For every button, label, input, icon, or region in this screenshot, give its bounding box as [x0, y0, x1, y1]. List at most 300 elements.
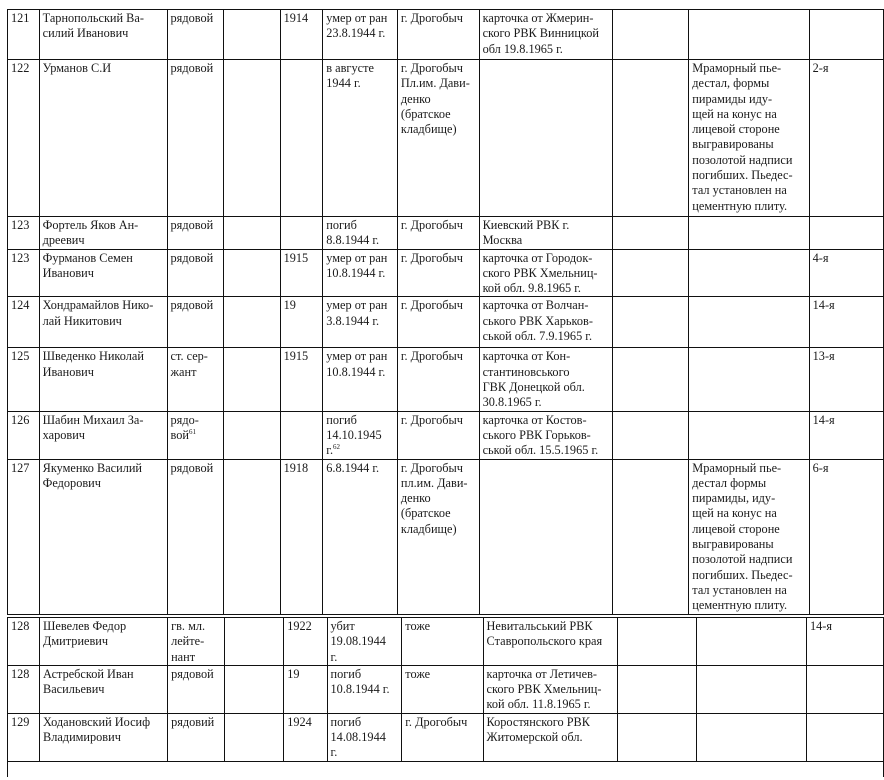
cell-text: (братское — [400, 506, 451, 521]
cell-text: карточка от Кон- — [482, 349, 571, 364]
cell-text: рядовой — [171, 666, 214, 681]
cell-text: ского РВК Винницкой — [482, 26, 599, 41]
full-name-cell — [39, 217, 167, 250]
cell-text: карточка от Жмерин- — [482, 11, 594, 25]
cell-text: 30.8.1965 г. — [482, 395, 542, 410]
table-row — [8, 297, 884, 348]
cell-line — [401, 251, 477, 266]
cell-line — [331, 619, 400, 634]
empty-cell-cell — [613, 297, 689, 348]
cell-line — [326, 76, 395, 91]
cell-line — [43, 428, 165, 443]
cell-line — [43, 461, 165, 476]
cell-text: ГВК Донецкой обл. — [482, 380, 585, 395]
cell-text: Якуменко Василий — [42, 460, 143, 475]
cell-text: лай Никитович — [42, 313, 122, 328]
cell-line — [326, 349, 395, 364]
cell-line — [487, 682, 615, 697]
cell-text: г. Дрогобыч — [400, 349, 463, 364]
cell-line — [401, 107, 477, 122]
burial-records-table-continued — [7, 617, 884, 777]
cell-line — [326, 461, 395, 476]
death-info-cell — [327, 618, 402, 666]
table-row — [8, 10, 884, 60]
grave-number-cell — [806, 713, 883, 761]
burial-place-cell — [397, 348, 479, 411]
cell-line — [487, 730, 615, 745]
cell-line — [326, 251, 395, 266]
cell-line — [692, 537, 806, 552]
cell-text: тал установлен на — [692, 183, 787, 198]
military-rank-cell — [167, 217, 224, 250]
cell-text: харович — [42, 427, 85, 442]
cell-line — [483, 380, 611, 395]
cell-line — [692, 107, 806, 122]
cell-text: кладбище) — [400, 122, 457, 137]
monument-description-cell — [697, 665, 807, 713]
death-info-cell — [327, 713, 402, 761]
burial-place-cell — [397, 60, 479, 217]
table-row — [8, 249, 884, 297]
table-row — [8, 348, 884, 411]
cell-text: нант — [171, 649, 196, 664]
monument-description-cell — [697, 618, 807, 666]
cell-text: погиб — [330, 666, 362, 681]
record-number-cell: 127 — [8, 459, 40, 614]
cell-line — [171, 428, 222, 443]
cell-line — [326, 443, 395, 458]
military-rank-cell — [167, 411, 224, 459]
cell-text: Москва — [482, 233, 523, 248]
empty-cell-cell — [224, 217, 281, 250]
cell-text: убит — [330, 619, 355, 633]
burial-place-cell — [397, 411, 479, 459]
cell-line — [171, 349, 222, 364]
cell-text: 6.8.1944 г. — [326, 460, 380, 475]
cell-line — [483, 314, 611, 329]
record-number-cell: 123 — [8, 217, 40, 250]
cell-text: щей на конус на — [692, 106, 777, 121]
cell-text: денко — [400, 491, 431, 506]
record-number-cell: 121 — [8, 10, 40, 60]
cell-text: погибших. Пьедес- — [692, 567, 793, 582]
cell-line — [692, 76, 806, 91]
birth-year-cell: 1914 — [280, 10, 323, 60]
cell-line — [483, 42, 611, 57]
cell-text: Астребской Иван — [43, 666, 134, 681]
cell-text: 8.8.1944 г. — [326, 233, 380, 248]
cell-text: лицевой стороне — [692, 122, 780, 137]
monument-description-cell — [689, 217, 809, 250]
cell-line — [401, 122, 477, 137]
military-rank-cell — [168, 665, 225, 713]
cell-text: ского РВК Хмельниц- — [482, 265, 598, 280]
cell-line — [171, 251, 222, 266]
cell-text: 1944 г. — [326, 76, 361, 91]
cell-text: позолотой надписи — [692, 152, 793, 167]
cell-text: рядовой — [170, 61, 214, 75]
cell-text: тал установлен на — [692, 582, 787, 597]
empty-cell-cell — [225, 665, 284, 713]
source-info-cell — [479, 249, 613, 297]
grave-number-cell: 13-я — [809, 348, 883, 411]
cell-line — [483, 218, 611, 233]
cell-line — [331, 634, 400, 649]
cell-text: Мраморный пье- — [692, 61, 782, 75]
cell-line — [326, 11, 395, 26]
table-row — [8, 618, 884, 666]
cell-text: лейте- — [171, 634, 205, 649]
empty-cell-cell — [613, 60, 689, 217]
empty-cell-cell — [613, 348, 689, 411]
cell-line — [692, 598, 806, 613]
cell-text: г. — [330, 649, 338, 664]
monument-description-cell — [697, 713, 807, 761]
full-name-cell — [39, 297, 167, 348]
empty-cell-cell — [224, 411, 281, 459]
cell-line — [401, 76, 477, 91]
cell-text: Дмитриевич — [43, 634, 109, 649]
cell-line — [483, 413, 611, 428]
cell-line — [326, 428, 395, 443]
cell-line — [43, 730, 165, 745]
source-info-cell — [479, 459, 613, 614]
cell-text: кой обл. 9.8.1965 г. — [482, 281, 581, 296]
cell-text: Шевелев Федор — [43, 619, 127, 633]
birth-year-cell — [280, 217, 323, 250]
monument-description-cell — [689, 10, 809, 60]
empty-cell-cell — [613, 10, 689, 60]
cell-line — [43, 634, 165, 649]
cell-text: гв. мл. — [171, 619, 206, 633]
cell-text: стантиновського — [482, 364, 570, 379]
cell-text: Урманов С.И — [42, 61, 112, 75]
cell-text: ст. сер- — [170, 349, 208, 364]
cell-line — [487, 667, 615, 682]
cell-line — [401, 298, 477, 313]
cell-line — [43, 233, 165, 248]
cell-line — [331, 730, 400, 745]
cell-line — [331, 682, 400, 697]
cell-line — [43, 298, 165, 313]
cell-text: умер от ран — [326, 11, 388, 25]
cell-line — [692, 506, 806, 521]
cell-text: погиб — [326, 218, 357, 232]
cell-line — [171, 61, 222, 76]
cell-text: дестал формы — [692, 475, 767, 490]
burial-place-cell — [397, 249, 479, 297]
cell-text: Житомерской обл. — [486, 730, 583, 745]
cell-text: Владимирович — [43, 730, 121, 745]
military-rank-cell — [167, 60, 224, 217]
full-name-cell — [39, 348, 167, 411]
cell-text: г. Дрогобыч — [400, 218, 463, 232]
record-number-cell: 122 — [8, 60, 40, 217]
cell-line — [692, 583, 806, 598]
monument-description-cell — [689, 348, 809, 411]
cell-line — [692, 153, 806, 168]
death-info-cell — [323, 60, 398, 217]
cell-text: щей на конус на — [692, 506, 777, 521]
empty-cell-cell — [224, 348, 281, 411]
burial-place-cell — [402, 618, 483, 666]
cell-line — [487, 619, 615, 634]
cell-line — [43, 314, 165, 329]
military-rank-cell — [167, 249, 224, 297]
grave-number-cell — [809, 10, 883, 60]
cell-text: умер от ран — [326, 298, 388, 313]
record-number-cell: 128 — [8, 618, 40, 666]
cell-line — [401, 61, 477, 76]
cell-line — [43, 61, 165, 76]
cell-text: ского РВК Хмельниц- — [486, 682, 602, 697]
cell-text: цементную плиту. — [692, 598, 788, 613]
cell-line — [326, 413, 395, 428]
cell-line — [326, 266, 395, 281]
cell-text: г. — [326, 443, 334, 458]
cell-text: рядовой — [170, 11, 214, 25]
burial-place-cell — [397, 297, 479, 348]
record-number-cell: 126 — [8, 411, 40, 459]
cell-text: выгравированы — [692, 537, 774, 552]
cell-text: Иванович — [42, 364, 94, 379]
cell-line — [692, 522, 806, 537]
cell-line — [43, 11, 165, 26]
full-name-cell — [39, 411, 167, 459]
cell-line — [326, 218, 395, 233]
cell-line — [43, 26, 165, 41]
burial-place-cell — [397, 459, 479, 614]
cell-text: Мраморный пье- — [692, 460, 782, 475]
cell-text: денко — [400, 91, 431, 106]
source-info-cell — [479, 297, 613, 348]
source-info-cell — [483, 665, 617, 713]
empty-cell-cell — [224, 10, 281, 60]
cell-line — [692, 61, 806, 76]
cell-line — [692, 568, 806, 583]
cell-line — [692, 461, 806, 476]
cell-line — [483, 26, 611, 41]
cell-text: погиб — [326, 412, 357, 427]
source-info-cell — [479, 60, 613, 217]
empty-cell-cell — [224, 249, 281, 297]
cell-line — [43, 349, 165, 364]
monument-description-cell — [689, 60, 809, 217]
birth-year-cell — [280, 60, 323, 217]
cell-line — [331, 667, 400, 682]
full-name-cell — [39, 60, 167, 217]
grave-number-cell: 14-я — [809, 411, 883, 459]
cell-text: 10.8.1944 г. — [330, 682, 390, 697]
cell-line — [483, 395, 611, 410]
empty-cell-cell — [224, 60, 281, 217]
death-info-cell — [323, 459, 398, 614]
cell-text: г. Дрогобыч — [405, 714, 468, 729]
monument-description-cell — [689, 459, 809, 614]
cell-line — [483, 11, 611, 26]
record-number-cell: 123 — [8, 249, 40, 297]
monument-description-cell — [689, 249, 809, 297]
cell-text: Пл.им. Дави- — [400, 76, 470, 91]
cell-line — [331, 715, 400, 730]
death-info-cell — [323, 348, 398, 411]
cell-line — [401, 476, 477, 491]
cell-line — [401, 92, 477, 107]
cell-text: кой обл. 11.8.1965 г. — [486, 697, 591, 712]
cell-text: в августе — [326, 61, 374, 75]
cell-text: ськой обл. 7.9.1965 г. — [482, 329, 593, 344]
cell-text: рядовой — [170, 218, 214, 232]
birth-year-cell: 1915 — [280, 348, 323, 411]
cell-text: умер от ран — [326, 349, 388, 364]
cell-line — [326, 233, 395, 248]
cell-line — [43, 476, 165, 491]
cell-line — [483, 443, 611, 458]
birth-year-cell: 1915 — [280, 249, 323, 297]
cell-line — [483, 233, 611, 248]
cell-text: позолотой надписи — [692, 552, 793, 567]
cell-line — [171, 298, 222, 313]
cell-line — [401, 218, 477, 233]
source-info-cell — [479, 10, 613, 60]
cell-text: рядо- — [170, 412, 199, 427]
empty-cell-cell — [225, 713, 284, 761]
cell-line — [43, 266, 165, 281]
cell-line — [483, 365, 611, 380]
full-name-cell — [39, 459, 167, 614]
empty-cell-cell — [613, 459, 689, 614]
cell-text: г. Дрогобыч — [400, 11, 463, 25]
cell-line — [331, 650, 400, 665]
cell-line — [171, 667, 222, 682]
birth-year-cell: 19 — [284, 665, 327, 713]
cell-text: Шведенко Николай — [42, 349, 144, 364]
cell-line — [326, 298, 395, 313]
empty-cell-cell — [613, 217, 689, 250]
cell-text: Иванович — [42, 265, 94, 280]
table-row — [8, 411, 884, 459]
cell-text: Федорович — [42, 475, 101, 490]
empty-cell-cell — [225, 618, 284, 666]
cell-line — [692, 168, 806, 183]
cell-text: пирамиды иду- — [692, 91, 773, 106]
table-row — [8, 217, 884, 250]
cell-line — [43, 682, 165, 697]
record-number-cell: 125 — [8, 348, 40, 411]
cell-text: 10.8.1944 г. — [326, 265, 386, 280]
cell-text: Ставропольского края — [486, 634, 603, 649]
cell-line — [483, 298, 611, 313]
cell-text: 23.8.1944 г. — [326, 26, 386, 41]
cell-line — [43, 715, 165, 730]
empty-cell-cell — [613, 411, 689, 459]
birth-year-cell: 1922 — [284, 618, 327, 666]
birth-year-cell: 19 — [280, 297, 323, 348]
cell-text: г. Дрогобыч — [400, 61, 463, 75]
military-rank-cell — [167, 459, 224, 614]
empty-cell-cell — [224, 459, 281, 614]
cell-text: вой — [170, 427, 189, 442]
cell-text: умер от ран — [326, 250, 388, 265]
monument-description-cell — [689, 297, 809, 348]
grave-number-cell — [806, 665, 883, 713]
cell-line — [692, 183, 806, 198]
cell-line — [401, 522, 477, 537]
cell-text: 10.8.1944 г. — [326, 364, 386, 379]
cell-text: обл 19.8.1965 г. — [482, 41, 563, 56]
record-number-cell: 129 — [8, 713, 40, 761]
cell-line — [326, 61, 395, 76]
cell-text: погиб — [330, 714, 362, 729]
burial-place-cell — [402, 713, 483, 761]
burial-place-cell — [397, 10, 479, 60]
cell-line — [483, 281, 611, 296]
cell-line — [405, 619, 480, 634]
cell-line — [171, 11, 222, 26]
birth-year-cell: 1924 — [284, 713, 327, 761]
cell-line — [43, 218, 165, 233]
death-info-cell — [323, 10, 398, 60]
cell-text: карточка от Городок- — [482, 250, 593, 265]
full-name-cell — [39, 10, 167, 60]
cell-line — [483, 349, 611, 364]
cell-text: дреевич — [42, 233, 85, 248]
cell-text: Тарнопольский Ва- — [42, 11, 144, 25]
cell-line — [171, 634, 222, 649]
cell-text: Киевский РВК г. — [482, 218, 570, 232]
cell-text: г. Дрогобыч — [400, 298, 463, 313]
empty-cell-cell — [617, 665, 696, 713]
cell-line — [43, 251, 165, 266]
cell-line — [43, 619, 165, 634]
cell-line — [43, 413, 165, 428]
cell-line — [692, 137, 806, 152]
empty-cell-cell — [224, 297, 281, 348]
cell-line — [483, 329, 611, 344]
cell-text: Фурманов Семен — [42, 250, 133, 265]
cell-line — [401, 491, 477, 506]
grave-number-cell: 2-я — [809, 60, 883, 217]
table-row — [8, 665, 884, 713]
cell-text: рядовий — [171, 714, 215, 729]
cell-line — [171, 619, 222, 634]
cell-text: г. Дрогобыч — [400, 460, 463, 475]
source-info-cell — [479, 411, 613, 459]
cell-text: 14.10.1945 — [326, 427, 382, 442]
footnote-ref: 62 — [333, 443, 341, 452]
death-info-cell — [323, 249, 398, 297]
cell-line — [692, 491, 806, 506]
cell-line — [331, 745, 400, 760]
cell-text: рядовой — [170, 250, 214, 265]
cell-text: пирамиды, иду- — [692, 491, 776, 506]
record-number-cell: 124 — [8, 297, 40, 348]
cell-text: силий Иванович — [42, 26, 129, 41]
cell-text: кладбище) — [400, 521, 457, 536]
cell-line — [401, 413, 477, 428]
cell-line — [171, 365, 222, 380]
cell-line — [692, 92, 806, 107]
burial-place-cell — [402, 665, 483, 713]
cell-text: ськой обл. 15.5.1965 г. — [482, 443, 599, 458]
cell-line — [483, 251, 611, 266]
cell-line — [487, 634, 615, 649]
military-rank-cell — [168, 618, 225, 666]
cell-text: Фортель Яков Ан- — [42, 218, 139, 232]
grave-number-cell: 4-я — [809, 249, 883, 297]
cell-line — [401, 506, 477, 521]
cell-line — [483, 428, 611, 443]
